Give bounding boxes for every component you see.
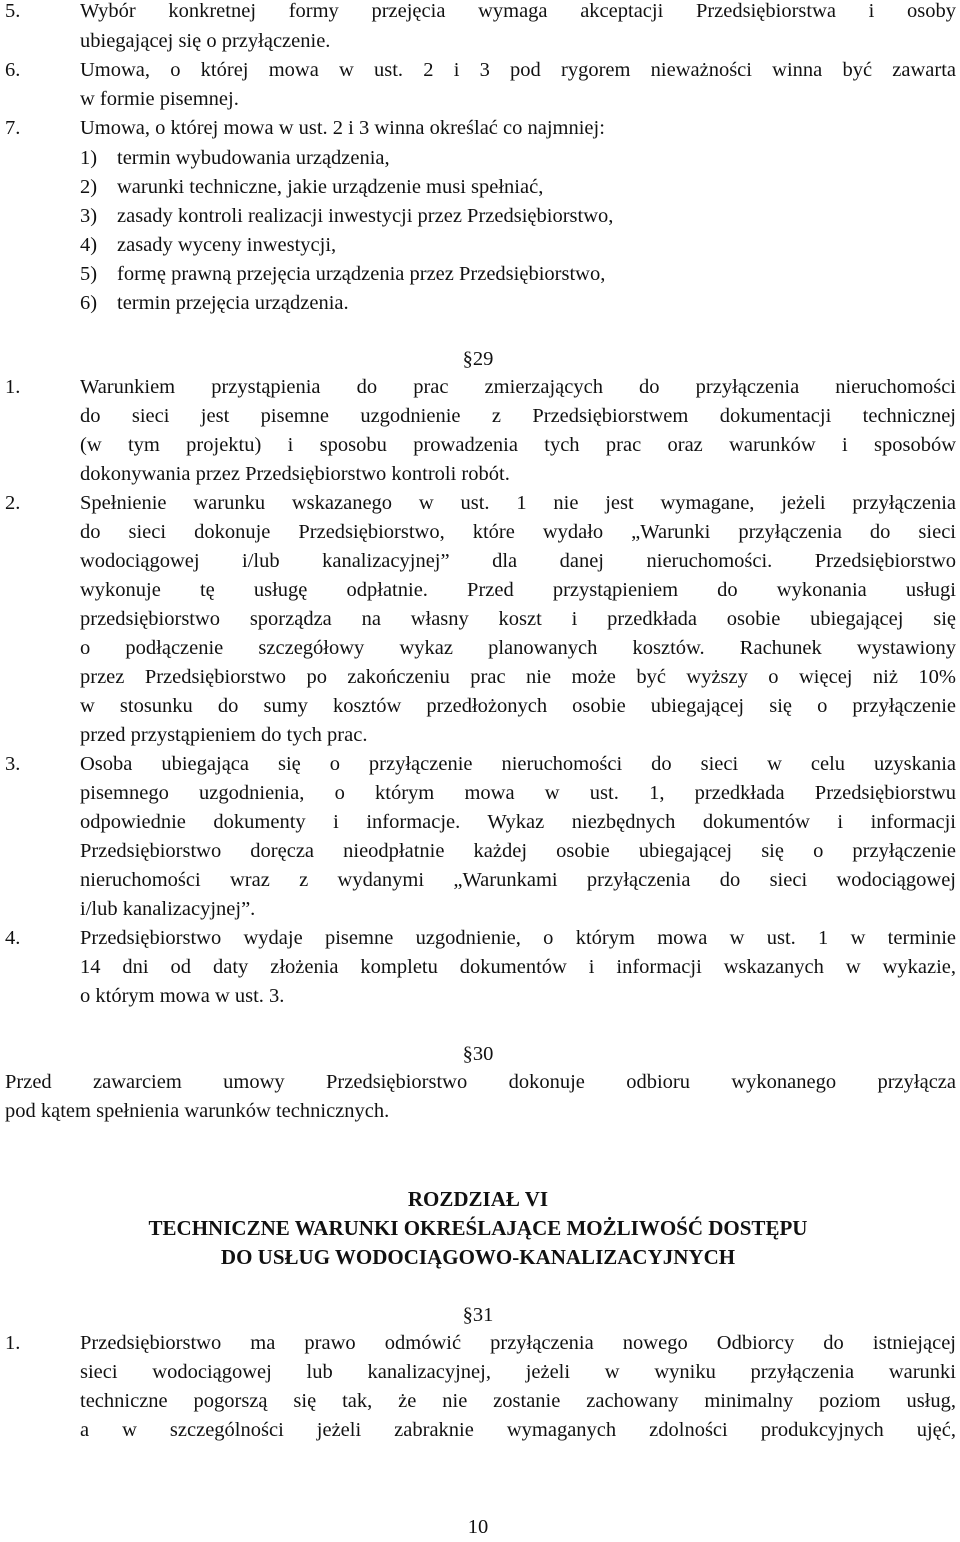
item-line: dokonywania przez Przedsiębiorstwo kontroli robót.: [80, 463, 510, 485]
item-line: odpowiednie dokumenty i informacje. Wykaz niezbędnych dokumentów i informacji: [80, 811, 956, 833]
chapter-subtitle-row: [0, 1242, 956, 1272]
list-item: [0, 1386, 956, 1416]
item-line: a w szczególności jeżeli zabraknie wymaganych zdolności produkcyjnych ujęć,: [80, 1419, 956, 1441]
item-line: Przedsiębiorstwo wydaje pisemne uzgodnienie, o którym mowa w ust. 1 w terminie: [80, 927, 956, 949]
item-line: i/lub kanalizacyjnej”.: [80, 898, 256, 920]
item-number: 2.: [5, 492, 21, 514]
text-line: pod kątem spełnienia warunków technicznych.: [5, 1100, 390, 1122]
list-item: [0, 1357, 956, 1387]
paragraph-sign: §31: [462, 1304, 494, 1326]
item-line: ubiegającej się o przyłączenie.: [80, 30, 331, 52]
chapter-title-row: [0, 1184, 956, 1214]
item-line: przed przystąpieniem do tych prac.: [80, 724, 368, 746]
sub-item-text: warunki techniczne, jakie urządzenie musi spełniać,: [117, 176, 544, 198]
sub-item-text: termin wybudowania urządzenia,: [117, 147, 390, 169]
sub-item-number: 3): [80, 205, 98, 227]
item-line: wykonuje tę usługę odpłatnie. Przed przystąpieniem do wykonania usługi: [80, 579, 956, 601]
item-line: Spełnienie warunku wskazanego w ust. 1 nie jest wymagane, jeżeli przyłączenia: [80, 492, 956, 514]
chapter-subtitle-row: [0, 1213, 956, 1243]
list-item: [0, 691, 956, 721]
list-item: [0, 26, 956, 56]
item-line: o podłączenie szczegółowy wykaz planowanych kosztów. Rachunek wystawiony: [80, 637, 956, 659]
item-line: przedsiębiorstwo sporządza na własny koszt i przedkłada osobie ubiegającej się: [80, 608, 956, 630]
sub-list-item: [0, 288, 956, 318]
item-line: przez Przedsiębiorstwo po zakończeniu prac nie może być wyższy o więcej niż 10%: [80, 666, 956, 688]
list-item: [0, 633, 956, 663]
sub-list-item: [0, 259, 956, 289]
list-item: [0, 84, 956, 114]
list-item: [0, 0, 956, 26]
paragraph-line: [0, 1067, 956, 1097]
list-item: [0, 546, 956, 576]
item-line: Przedsiębiorstwo ma prawo odmówić przyłączenia nowego Odbiorcy do istniejącej: [80, 1332, 956, 1354]
list-item: [0, 401, 956, 431]
section-heading: [0, 1300, 956, 1330]
list-item: [0, 55, 956, 85]
sub-item-number: 6): [80, 292, 98, 314]
paragraph-sign: §30: [462, 1043, 494, 1065]
paragraph-sign: §29: [462, 348, 494, 370]
item-line: techniczne pogorszą się tak, że nie zostanie zachowany minimalny poziom usług,: [80, 1390, 956, 1412]
list-item: [0, 372, 956, 402]
paragraph-line: [0, 1096, 956, 1126]
sub-list-item: [0, 230, 956, 260]
sub-list-item: [0, 143, 956, 173]
item-line: nieruchomości wraz z wydanymi „Warunkami przyłączenia do sieci wodociągowej: [80, 869, 956, 891]
sub-item-number: 1): [80, 147, 98, 169]
list-item: [0, 1415, 956, 1445]
item-line: 14 dni od daty złożenia kompletu dokumentów i informacji wskazanych w wykazie,: [80, 956, 956, 978]
list-item: [0, 981, 956, 1011]
list-item: [0, 836, 956, 866]
item-line: Warunkiem przystąpienia do prac zmierzających do przyłączenia nieruchomości: [80, 376, 956, 398]
list-item: [0, 778, 956, 808]
item-line: Osoba ubiegająca się o przyłączenie nieruchomości do sieci w celu uzyskania: [80, 753, 956, 775]
text-line: Przed zawarciem umowy Przedsiębiorstwo dokonuje odbioru wykonanego przyłącza: [5, 1071, 956, 1093]
item-line: do sieci jest pisemne uzgodnienie z Przedsiębiorstwem dokumentacji technicznej: [80, 405, 956, 427]
item-number: 3.: [5, 753, 21, 775]
item-line: (w tym projektu) i sposobu prowadzenia tych prac oraz warunków i sposobów: [80, 434, 956, 456]
list-item: [0, 720, 956, 750]
sub-item-text: zasady wyceny inwestycji,: [117, 234, 337, 256]
item-line: w stosunku do sumy kosztów przedłożonych osobie ubiegającej się o przyłączenie: [80, 695, 956, 717]
sub-list-item: [0, 172, 956, 202]
item-line: o którym mowa w ust. 3.: [80, 985, 285, 1007]
item-line: pisemnego uzgodnienia, o którym mowa w ust. 1, przedkłada Przedsiębiorstwu: [80, 782, 956, 804]
sub-item-number: 2): [80, 176, 98, 198]
list-item: [0, 430, 956, 460]
item-number: 6.: [5, 59, 21, 81]
chapter-title: ROZDZIAŁ VI: [407, 1187, 549, 1211]
sub-list-item: [0, 201, 956, 231]
page-footer: [0, 1512, 956, 1542]
page-number: 10: [467, 1516, 489, 1538]
list-item: [0, 604, 956, 634]
sub-item-number: 5): [80, 263, 98, 285]
list-item: [0, 749, 956, 779]
list-item: [0, 113, 956, 143]
section-heading: [0, 344, 956, 374]
item-line: Przedsiębiorstwo doręcza nieodpłatnie każdej osobie ubiegającej się o przyłączenie: [80, 840, 956, 862]
list-item: [0, 662, 956, 692]
list-item: [0, 923, 956, 953]
list-item: [0, 894, 956, 924]
list-item: [0, 459, 956, 489]
list-item: [0, 865, 956, 895]
section-heading: [0, 1039, 956, 1069]
list-item: [0, 1328, 956, 1358]
item-line: do sieci dokonuje Przedsiębiorstwo, które wydało „Warunki przyłączenia do sieci: [80, 521, 956, 543]
chapter-subtitle-line: TECHNICZNE WARUNKI OKREŚLAJĄCE MOŻLIWOŚĆ DOSTĘPU: [148, 1216, 808, 1240]
item-number: 1.: [5, 376, 21, 398]
sub-item-text: zasady kontroli realizacji inwestycji przez Przedsiębiorstwo,: [117, 205, 614, 227]
item-number: 1.: [5, 1332, 21, 1354]
list-item: [0, 488, 956, 518]
item-line: Umowa, o której mowa w ust. 2 i 3 winna określać co najmniej:: [80, 117, 605, 139]
item-line: w formie pisemnej.: [80, 88, 239, 110]
sub-item-text: termin przejęcia urządzenia.: [117, 292, 349, 314]
list-item: [0, 952, 956, 982]
item-line: Umowa, o której mowa w ust. 2 i 3 pod rygorem nieważności winna być zawarta: [80, 59, 956, 81]
item-number: 4.: [5, 927, 21, 949]
list-item: [0, 807, 956, 837]
item-line: Wybór konkretnej formy przejęcia wymaga akceptacji Przedsiębiorstwa i osoby: [80, 0, 956, 22]
item-number: 7.: [5, 117, 21, 139]
chapter-subtitle-line: DO USŁUG WODOCIĄGOWO-KANALIZACYJNYCH: [220, 1245, 736, 1269]
list-item: [0, 517, 956, 547]
item-number: 5.: [5, 0, 21, 22]
item-line: sieci wodociągowej lub kanalizacyjnej, jeżeli w wyniku przyłączenia warunki: [80, 1361, 956, 1383]
sub-item-number: 4): [80, 234, 98, 256]
item-line: wodociągowej i/lub kanalizacyjnej” dla danej nieruchomości. Przedsiębiorstwo: [80, 550, 956, 572]
sub-item-text: formę prawną przejęcia urządzenia przez Przedsiębiorstwo,: [117, 263, 606, 285]
list-item: [0, 575, 956, 605]
